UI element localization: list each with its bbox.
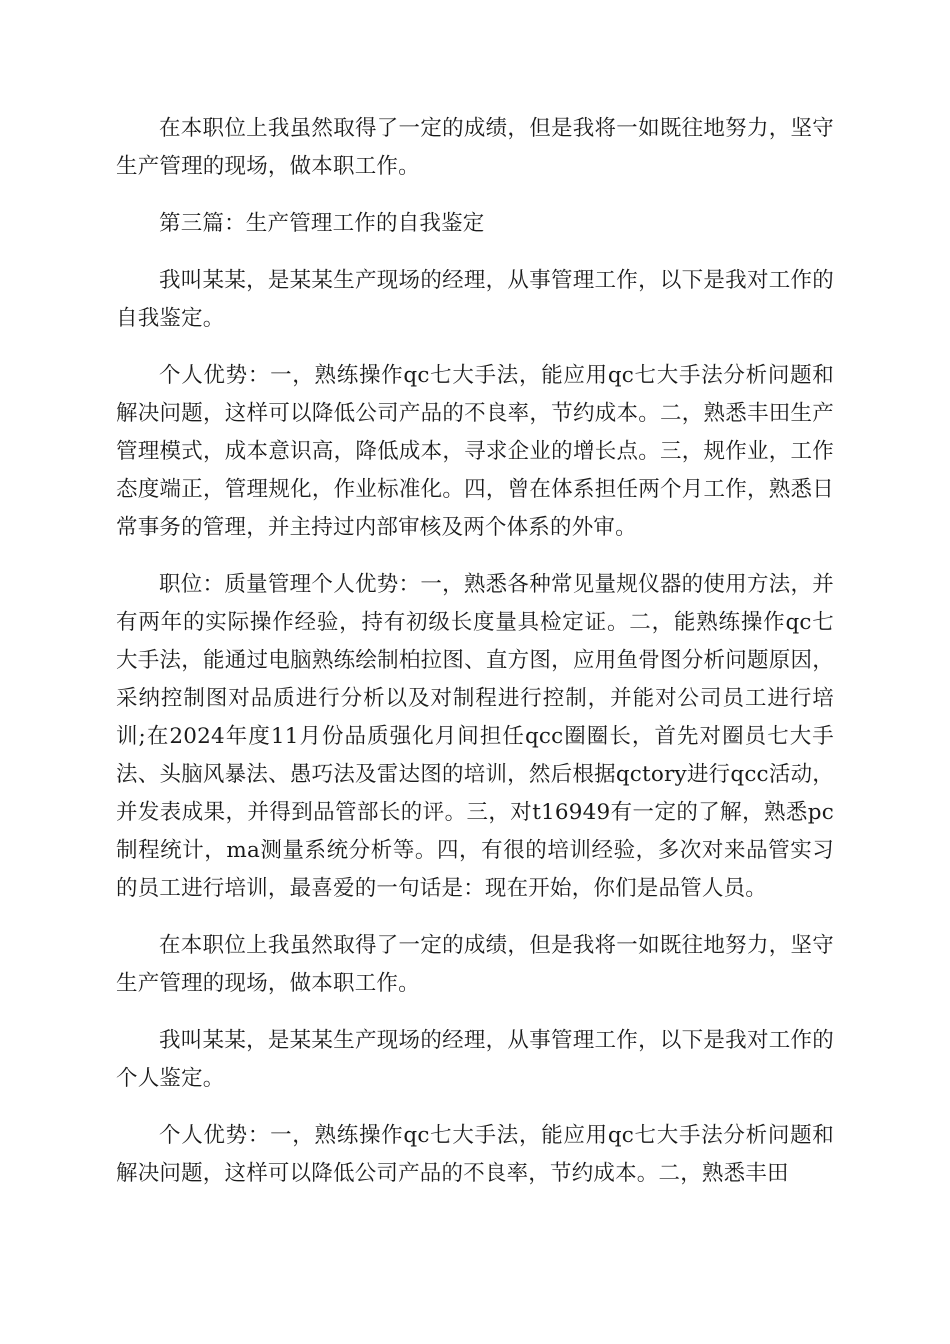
paragraph-intro-2: 我叫某某，是某某生产现场的经理，从事管理工作，以下是我对工作的个人鉴定。 — [116, 1028, 834, 1091]
paragraph-personal-strengths: 个人优势：一，熟练操作qc七大手法，能应用qc七大手法分析问题和解决问题，这样可以降低公司产品的不良率，节约成本。二，熟悉丰田生产管理模式，成本意识高，降低成本，寻求企业的增长点。三，规作业，工作态度端正，管理规化，作业标准化。四，曾在体系担任两个月工作，熟悉日常事务的管理，并主持过内部审核及两个体系的外审。 — [116, 363, 834, 540]
paragraph-intro: 我叫某某，是某某生产现场的经理，从事管理工作，以下是我对工作的自我鉴定。 — [116, 268, 834, 331]
paragraph-quality-position: 职位：质量管理个人优势：一，熟悉各种常见量规仪器的使用方法，并有两年的实际操作经验，持有初级长度量具检定证。二，能熟练操作qc七大手法，能通过电脑熟练绘制柏拉图、直方图，应用鱼骨图分析问题原因，采纳控制图对品质进行分析以及对制程进行控制，并能对公司员工进行培训;在2024年度11月份品质强化月间担任qcc圈圈长，首先对圈员七大手法、头脑风暴法、愚巧法及雷达图的培训，然后根据qctory进行qcc活动，并发表成果，并得到品管部长的评。三，对t16949有一定的了解，熟悉pc制程统计，ma测量系统分析等。四，有很的培训经验，多次对来品管实习的员工进行培训，最喜爱的一句话是：现在开始，你们是品管人员。 — [116, 572, 834, 901]
paragraph-closing-remark: 在本职位上我虽然取得了一定的成绩，但是我将一如既往地努力，坚守生产管理的现场，做本职工作。 — [116, 116, 834, 179]
document-page — [116, 110, 834, 1212]
section-heading: 第三篇：生产管理工作的自我鉴定 — [159, 211, 485, 236]
paragraph-closing-remark-2: 在本职位上我虽然取得了一定的成绩，但是我将一如既往地努力，坚守生产管理的现场，做本职工作。 — [116, 933, 834, 996]
paragraph-personal-strengths-2: 个人优势：一，熟练操作qc七大手法，能应用qc七大手法分析问题和解决问题，这样可以降低公司产品的不良率，节约成本。二，熟悉丰田 — [116, 1123, 834, 1186]
